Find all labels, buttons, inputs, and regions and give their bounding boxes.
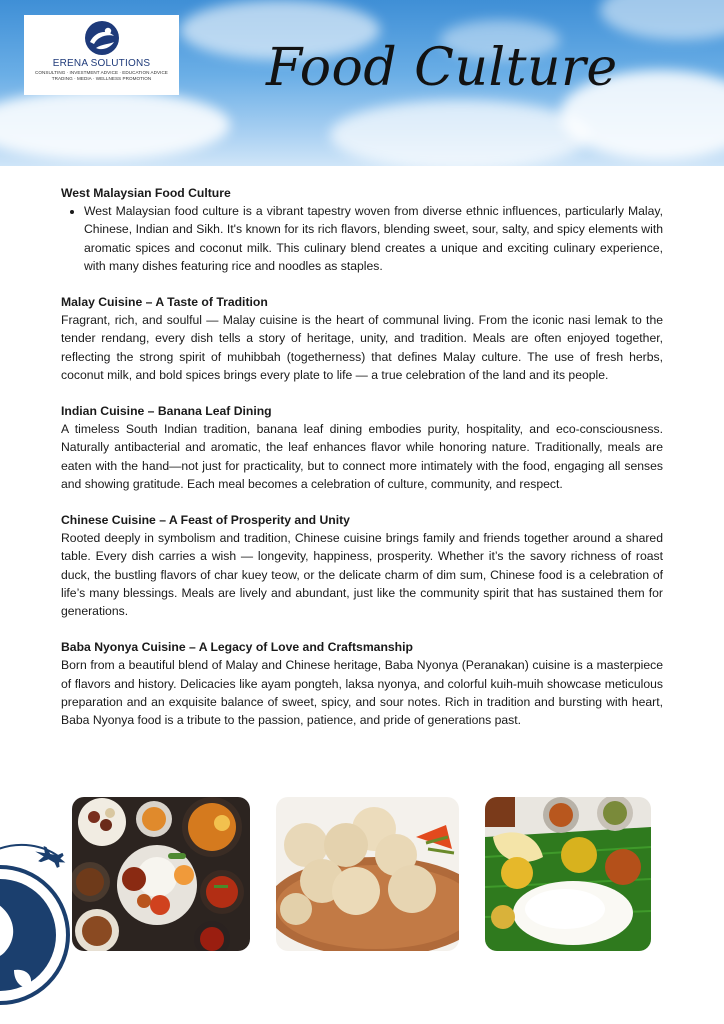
section-paragraph: Fragrant, rich, and soulful — Malay cuisine is the heart of communal living. From the iconic nasi lemak to the tender rendang, every dish tells a story of heritage, unity, and tradition. Meals are often enjoyed together, reflecting the strong spirit of muhibbah (togetherness) that defines Malay culture. The use of fresh herbs, coconut milk, and bold spices brings every plate to life — a true celebration of the land and its people. xyxy=(61,313,663,382)
section-heading: Indian Cuisine – Banana Leaf Dining xyxy=(61,404,272,419)
kuih-dessert-photo xyxy=(276,797,459,951)
logo-tagline-1: CONSULTING · INVESTMENT ADVICE · EDUCATION ADVICE xyxy=(35,70,168,75)
sky-header-banner xyxy=(0,0,724,166)
section-baba-nyonya-cuisine xyxy=(61,638,663,729)
erena-logo-mark-icon xyxy=(84,20,120,56)
section-malay-cuisine xyxy=(61,293,663,384)
page-title: Food Culture xyxy=(266,38,618,98)
section-paragraph: Rooted deeply in symbolism and tradition, Chinese cuisine brings family and friends together around a shared table. Every dish carries a wish — longevity, happiness, prosperity. Whether it’s the savory richness of roast duck, the bustling flavors of char kuey teow, or the delicate charm of dim sum, Chinese food is a celebration of life’s many blessings. Meals are lively and abundant, just like the community spirit that has sustained them for generations. xyxy=(61,531,663,619)
decorative-globe xyxy=(0,830,80,1024)
section-west-malaysian xyxy=(61,184,663,275)
bullet-item: • West Malaysian food culture is a vibrant tapestry woven from diverse ethnic influences, particularly Malay, Chinese, Indian and Sikh. It's known for its rich flavors, blending sweet, sour, salty, and spicy elements with aromatic spices and coconut milk. This culinary blend creates a unique and exciting culinary experience, with many dishes featuring rice and noodles as staples. xyxy=(84,202,663,275)
logo-company-name: ERENA SOLUTIONS xyxy=(52,58,151,69)
section-paragraph: Born from a beautiful blend of Malay and Chinese heritage, Baba Nyonya (Peranakan) cuisine is a masterpiece of flavors and history. Delicacies like ayam pongteh, laksa nyonya, and colorful kuih-muih showcase meticulous preparation and an exquisite balance of sweet, spicy, and sour notes. Rich in tradition and bursting with heart, Baba Nyonya food is a tribute to the passion, patience, and pride of generations past. xyxy=(61,658,663,728)
malay-dishes-photo xyxy=(72,797,250,951)
section-heading: Malay Cuisine – A Taste of Tradition xyxy=(61,295,268,310)
banana-leaf-meal-photo xyxy=(485,797,651,951)
section-indian-cuisine xyxy=(61,402,663,493)
logo-tagline-2: TRADING · MEDIA · WELLNESS PROMOTION xyxy=(51,76,152,81)
section-heading: Chinese Cuisine – A Feast of Prosperity and Unity xyxy=(61,513,350,528)
bullet-list xyxy=(61,202,663,275)
section-heading: Baba Nyonya Cuisine – A Legacy of Love and Craftsmanship xyxy=(61,640,413,655)
airplane-icon xyxy=(33,844,69,870)
document-body xyxy=(61,184,663,747)
company-logo xyxy=(24,15,179,95)
section-chinese-cuisine xyxy=(61,511,663,620)
section-heading: West Malaysian Food Culture xyxy=(61,186,231,200)
section-paragraph: A timeless South Indian tradition, banana leaf dining embodies purity, hospitality, and eco-consciousness. Naturally antibacterial and aromatic, the leaf enhances flavor while honoring nature. Traditionally, meals are eaten with the hand—not just for practicality, but to connect more intimately with the food, engaging all senses and showing gratitude. Each meal becomes a celebration of culture, community, and respect. xyxy=(61,422,663,491)
